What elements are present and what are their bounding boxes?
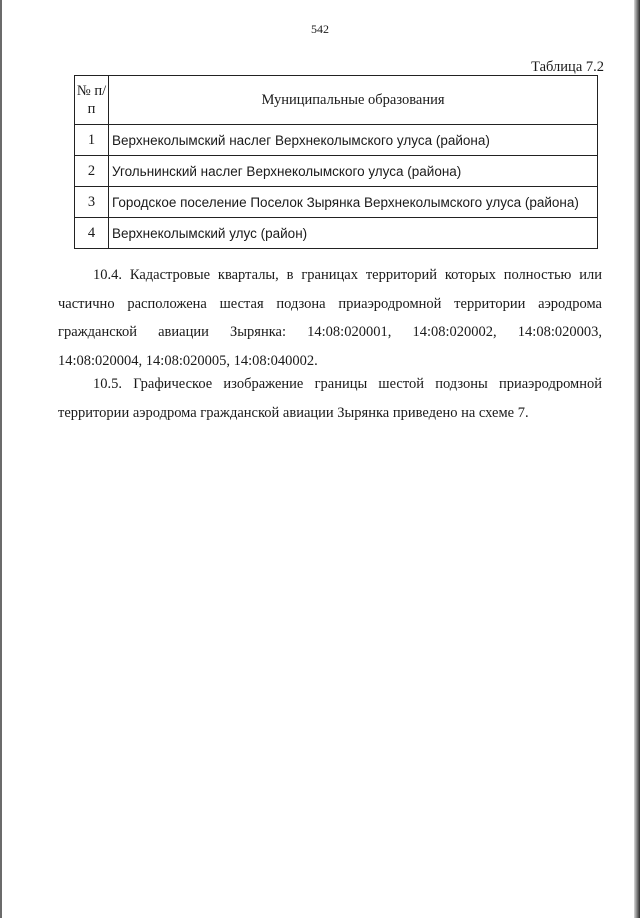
- table-row: [75, 187, 598, 218]
- paragraph-graphic-scheme: 10.5. Графическое изображение границы шестой подзоны приаэродромной территории аэродрома гражданской авиации Зырянка приведено на схеме 7.: [58, 376, 602, 421]
- scan-edge-right: [634, 0, 640, 918]
- row-number: 3: [75, 187, 109, 218]
- row-municipality: Верхнеколымский улус (район): [109, 218, 598, 249]
- row-municipality: Угольнинский наслег Верхнеколымского улуса (района): [109, 156, 598, 187]
- row-municipality: Верхнеколымский наслег Верхнеколымского улуса (района): [109, 125, 598, 156]
- row-number: 4: [75, 218, 109, 249]
- row-number: 1: [75, 125, 109, 156]
- header-number: № п/п: [75, 76, 109, 125]
- table-caption: Таблица 7.2: [531, 59, 604, 75]
- table-row: [75, 218, 598, 249]
- municipalities-table: [74, 75, 598, 249]
- scan-edge-left: [0, 0, 2, 918]
- paragraph-cadastral-quarters: 10.4. Кадастровые кварталы, в границах территорий которых полностью или частично расположена шестая подзона приаэродромной территории аэродрома гражданской авиации Зырянка: 14:08:020001, 14:08:020002, 14:08:020003, 14:08:020004, 14:08:020005, 14:08:040002.: [58, 267, 602, 369]
- page-number: 542: [311, 22, 329, 36]
- table-row: [75, 156, 598, 187]
- header-municipalities: Муниципальные образования: [109, 76, 598, 125]
- row-number: 2: [75, 156, 109, 187]
- table-row: [75, 125, 598, 156]
- table-header-row: [75, 76, 598, 125]
- row-municipality: Городское поселение Поселок Зырянка Верхнеколымского улуса (района): [109, 187, 598, 218]
